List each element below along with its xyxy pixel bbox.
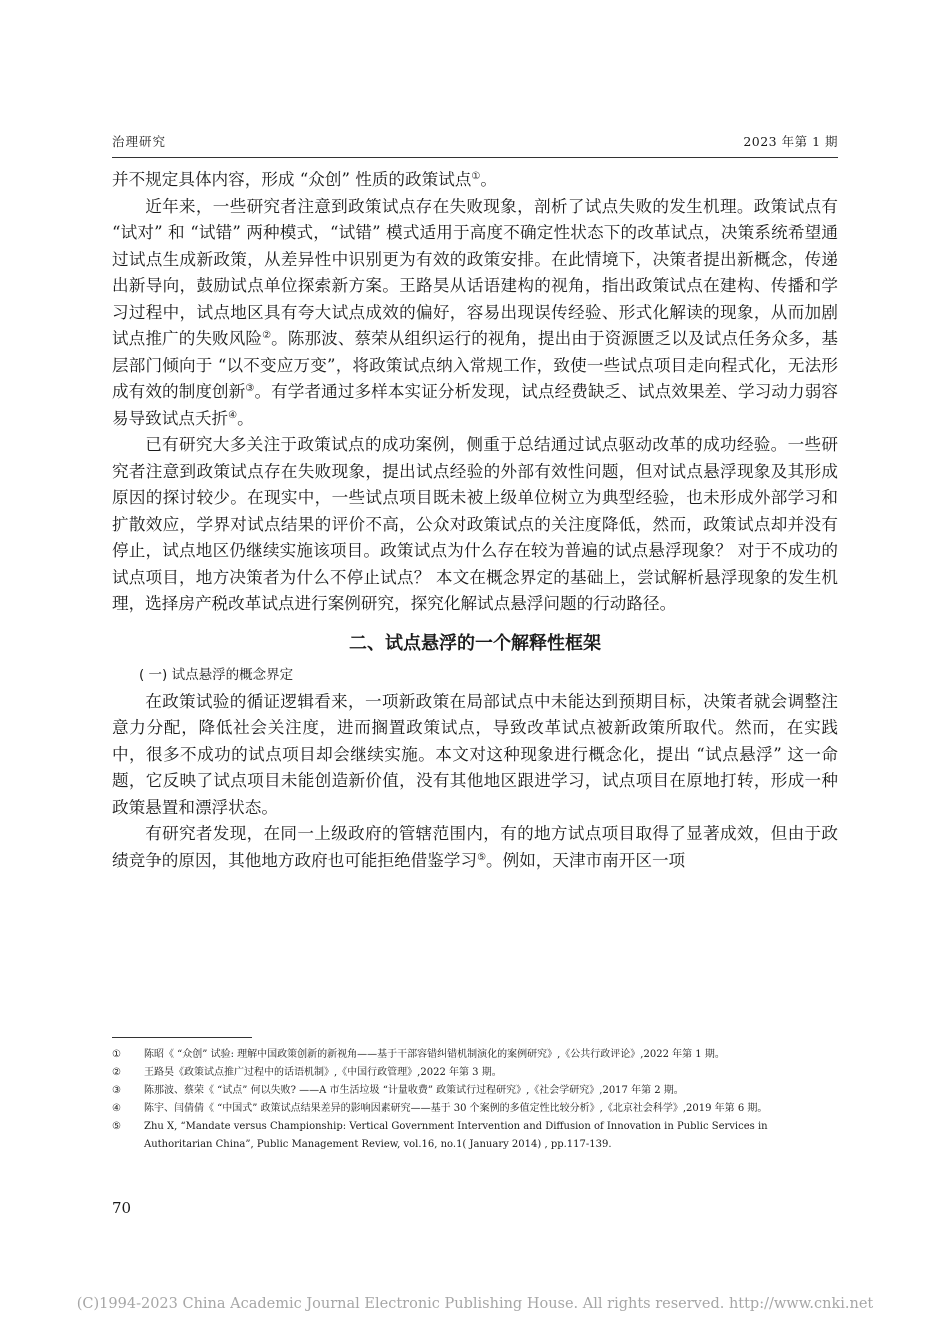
footnote-mark: ① xyxy=(112,1049,121,1060)
page-number: 70 xyxy=(112,1199,132,1217)
footnote-mark: ④ xyxy=(112,1103,121,1114)
paragraph-5: 有研究者发现，在同一上级政府的管辖范围内，有的地方试点项目取得了显著成效，但由于政绩竞争的原因，其他地方政府也可能拒绝借鉴学习⑤。例如，天津市南开区一项 xyxy=(112,824,838,870)
footnote-ref-1[interactable]: ① xyxy=(471,171,481,182)
issue-label: 2023 年第 1 期 xyxy=(743,134,838,149)
footnote-text: 陈昭《 “众创” 试验: 理解中国政策创新的新视角——基于干部容错纠错机制演化的案例研究》,《公共行政评论》,2022 年第 1 期。 xyxy=(144,1049,725,1060)
footnote-item xyxy=(112,1118,838,1154)
footnote-rule xyxy=(112,1037,252,1038)
footnote-text: 王路昊《政策试点推广过程中的话语机制》,《中国行政管理》,2022 年第 3 期。 xyxy=(144,1067,502,1078)
journal-name: 治理研究 xyxy=(112,134,167,149)
subsection-heading: ( 一) 试点悬浮的概念界定 xyxy=(139,666,294,683)
footnote-item xyxy=(112,1064,838,1082)
paragraph-1: 并不规定具体内容，形成 “众创” 性质的政策试点①。 xyxy=(112,170,497,189)
section-heading: 二、试点悬浮的一个解释性框架 xyxy=(349,632,601,654)
footnote-item xyxy=(112,1100,838,1118)
copyright-line: (C)1994-2023 China Academic Journal Electronic Publishing House. All rights reserved. http://www.cnki.net xyxy=(76,1296,874,1312)
footnote-text: 陈宇、闫倩倩《 “中国式” 政策试点结果差异的影响因素研究——基于 30 个案例的多值定性比较分析》,《北京社会科学》,2019 年第 6 期。 xyxy=(144,1103,768,1114)
header-rule xyxy=(112,157,838,158)
footnote-text: Zhu X, “Mandate versus Championship: Vertical Government Intervention and Diffusion of Innovation in Public Services in Authoritarian China”, Public Management Review, vol.16, no.1( January 2014) , pp.117-139. xyxy=(144,1121,768,1150)
footnote-mark: ② xyxy=(112,1067,121,1078)
footnote-item xyxy=(112,1082,838,1100)
footnote-ref-5[interactable]: ⑤ xyxy=(477,851,487,863)
footnote-item xyxy=(112,1046,838,1064)
paragraph-2: 近年来，一些研究者注意到政策试点存在失败现象，剖析了试点失败的发生机理。政策试点有 “试对” 和 “试错” 两种模式，“试错” 模式适用于高度不确定性状态下的改革试点，决策系统希望通过试点生成新政策，从差异性中识别更为有效的政策安排。在此情境下，决策者提出新概念，传递出新导向，鼓励试点单位探索新方案。王路昊从话语建构的视角，指出政策试点在建构、传播和学习过程中，试点地区具有夸大试点成效的偏好，容易出现误传经验、形式化解读的现象，从而加剧试点推广的失败风险②。陈那波、蔡荣从组织运行的视角，提出由于资源匮乏以及试点任务众多，基层部门倾向于 “以不变应万变”，将政策试点纳入常规工作，致使一些试点项目走向程式化，无法形成有效的制度创新③。有学者通过多样本实证分析发现，试点经费缺乏、试点效果差、学习动力弱容易导致试点夭折④。 xyxy=(112,196,838,428)
footnote-ref-3[interactable]: ③ xyxy=(245,383,255,394)
footnote-ref-4[interactable]: ④ xyxy=(228,409,238,421)
paragraph-3: 已有研究大多关注于政策试点的成功案例，侧重于总结通过试点驱动改革的成功经验。一些研究者注意到政策试点存在失败现象，提出试点经验的外部有效性问题，但对试点悬浮现象及其形成原因的探讨较少。在现实中，一些试点项目既未被上级单位树立为典型经验，也未形成外部学习和扩散效应，学界对试点结果的评价不高，公众对政策试点的关注度降低，然而，政策试点却并没有停止，试点地区仍继续实施该项目。政策试点为什么存在较为普遍的试点悬浮现象？ 对于不成功的试点项目，地方决策者为什么不停止试点？ 本文在概念界定的基础上，尝试解析悬浮现象的发生机理，选择房产税改革试点进行案例研究，探究化解试点悬浮问题的行动路径。 xyxy=(112,435,838,613)
footnote-text: 陈那波、蔡荣《 “试点” 何以失败? ——A 市生活垃圾 “计量收费” 政策试行过程研究》,《社会学研究》,2017 年第 2 期。 xyxy=(144,1085,684,1096)
footnote-mark: ⑤ xyxy=(112,1121,121,1132)
footnotes xyxy=(112,1046,838,1154)
body-text xyxy=(112,167,838,874)
paragraph-4: 在政策试验的循证逻辑看来，一项新政策在局部试点中未能达到预期目标，决策者就会调整注意力分配，降低社会关注度，进而搁置政策试点，导致改革试点被新政策所取代。然而，在实践中，很多不成功的试点项目却会继续实施。本文对这种现象进行概念化，提出 “试点悬浮” 这一命题，它反映了试点项目未能创造新价值，没有其他地区跟进学习，试点项目在原地打转，形成一种政策悬置和漂浮状态。 xyxy=(112,691,838,817)
footnote-ref-2[interactable]: ② xyxy=(262,330,272,341)
running-header xyxy=(112,132,838,154)
footnote-mark: ③ xyxy=(112,1085,121,1096)
